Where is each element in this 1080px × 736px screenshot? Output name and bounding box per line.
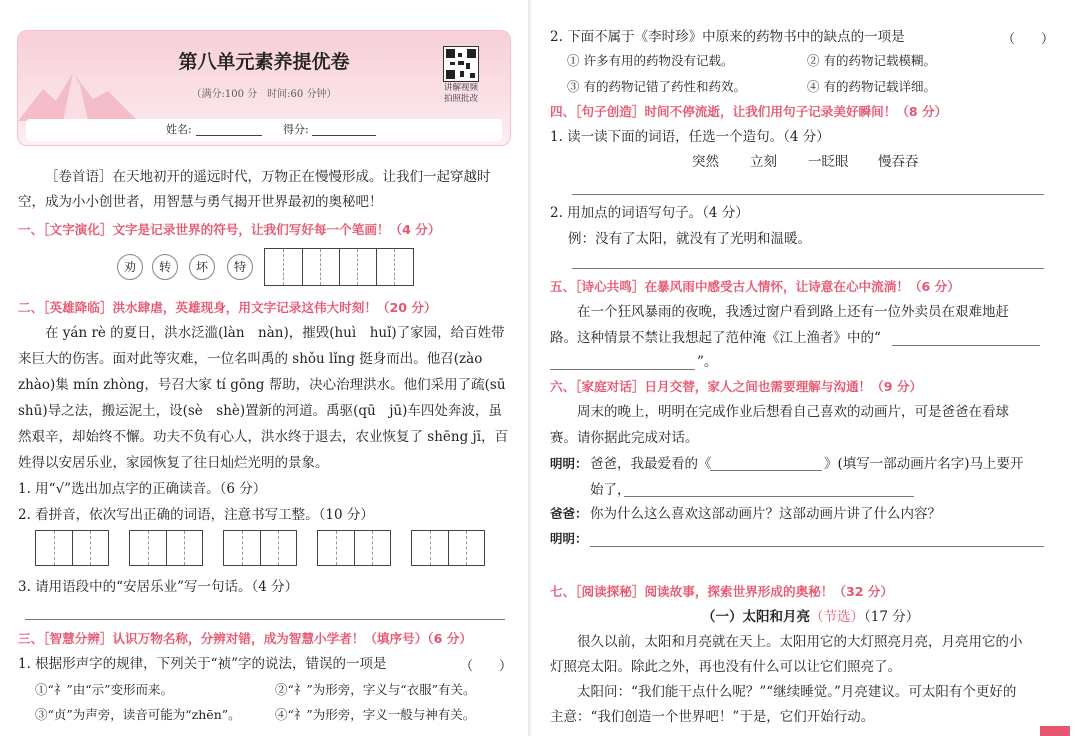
writing-grid[interactable] <box>264 248 414 286</box>
question-4-1: 1. 读一读下面的词语，任选一个造句。（4 分） <box>550 129 830 145</box>
passage-line: zhào)集 mín zhòng，号召大家 tí gōng 帮助，决心治理洪水。他们采用了疏(sū <box>18 377 506 393</box>
option: ① 许多有用的药物没有记载。 <box>567 53 734 68</box>
reading-line: 主意：“我们创造一个世界吧！”于是，它们开始行动。 <box>550 709 875 725</box>
char-circle: 特 <box>227 254 253 280</box>
reading-line: 太阳问：“我们能干点什么呢？”“继续睡觉。”月亮建议。可太阳有个更好的 <box>550 684 1017 700</box>
word-option: 突然 <box>692 154 719 170</box>
option: ③“贞”为声旁，读音可能为“zhēn”。 <box>35 707 241 722</box>
section-7-title: 七、［阅读探秘］阅读故事，探索世界形成的奥秘！（32 分） <box>550 584 894 599</box>
cartoon-name-field[interactable] <box>710 470 822 471</box>
char-circle: 转 <box>152 254 178 280</box>
answer-paren[interactable]: （ ） <box>1002 32 1055 47</box>
option: ④ 有的药物记载详细。 <box>807 79 936 94</box>
answer-grid[interactable] <box>411 530 485 566</box>
passage-line: 姓得以安居乐业，家园恢复了往日灿烂光明的景象。 <box>18 455 329 471</box>
word-option: 立刻 <box>750 154 777 170</box>
score-label: 得分: <box>283 123 309 136</box>
section-4-title: 四、［句子创造］时间不停流逝，让我们用句子记录美好瞬间！（8 分） <box>550 104 948 119</box>
char-circle: 坏 <box>189 254 215 280</box>
dialog-intro: 赛。请你据此完成对话。 <box>550 430 699 446</box>
poem-quote-end: ”。 <box>697 354 718 370</box>
section-3-title: 三、［智慧分辨］认识万物名称，分辨对错，成为智慧小学者！（填序号）（6 分） <box>18 631 472 646</box>
example-sentence: 例：没有了太阳，就没有了光明和温暖。 <box>568 231 811 247</box>
exam-subtitle: （满分:100 分 时间:60 分钟） <box>191 89 337 100</box>
section-6-title: 六、［家庭对话］日月交替，家人之间也需要理解与沟通！（9 分） <box>550 379 923 394</box>
passage-line: 来巨大的伤害。面对此等灾难，一位名叫禹的 shǒu lǐng 挺身而出。他召(zào <box>18 351 483 367</box>
reading-line: 灯照亮太阳。除此之外，再也没有什么可以让它们照亮了。 <box>550 659 901 675</box>
dialog-intro: 周末的晚上，明明在完成作业后想看自己喜欢的动画片，可是爸爸在看球 <box>550 404 1009 420</box>
question-3-1: 1. 根据形声字的规律，下列关于“祯”字的说法，错误的一项是 <box>18 656 387 672</box>
speaker-mingming: 明明： <box>550 531 588 546</box>
dialog-line: 始了， <box>590 482 631 498</box>
dialog-line: 你为什么这么喜欢这部动画片？这部动画片讲了什么内容？ <box>590 506 941 522</box>
question-2-2: 2. 看拼音，依次写出正确的词语，注意书写工整。（10 分） <box>18 507 374 523</box>
answer-line[interactable] <box>25 619 505 620</box>
dialog-line: 爸爸，我最爱看的《 <box>590 456 712 472</box>
qr-caption: 讲解视频 拍照批改 <box>443 83 478 104</box>
poem-answer-line[interactable] <box>892 345 1040 346</box>
left-page <box>0 0 532 736</box>
poem-answer-line[interactable] <box>550 369 695 370</box>
exam-title: 第八单元素养提优卷 <box>178 51 350 73</box>
word-option: 慢吞吞 <box>878 154 919 170</box>
answer-line[interactable] <box>624 496 914 497</box>
dialog-line: 》(填写一部动画片名字)马上要开 <box>824 456 1024 472</box>
question-2-3: 3. 请用语段中的“安居乐业”写一句话。（4 分） <box>18 579 299 595</box>
option: ③ 有的药物记错了药性和药效。 <box>567 79 746 94</box>
right-page <box>532 0 1080 736</box>
answer-line[interactable] <box>590 546 1044 547</box>
qr-code-icon[interactable] <box>443 46 479 82</box>
preface-line-1: ［卷首语］在天地初开的遥远时代，万物正在慢慢形成。让我们一起穿越时 <box>45 169 491 185</box>
section-1-title: 一、［文字演化］文字是记录世界的符号，让我们写好每一个笔画！（4 分） <box>18 222 441 237</box>
option: ①“礻”由“示”变形而来。 <box>35 682 174 697</box>
answer-line[interactable] <box>572 194 1044 195</box>
answer-grid[interactable] <box>317 530 391 566</box>
question-4-2: 2. 用加点的词语写句子。（4 分） <box>550 205 749 221</box>
exam-header <box>17 30 511 146</box>
passage-line: 在 yán rè 的夏日，洪水泛滥(làn nàn)，摧毁(huì huǐ)了家园，给百姓带 <box>18 325 505 341</box>
option: ②“礻”为形旁，字义与“衣服”有关。 <box>275 682 476 697</box>
passage-line: shū)导之法，搬运泥土，设(sè shè)置新的河道。禹驱(qū jū)车四处奔波，虽 <box>18 403 502 419</box>
answer-line[interactable] <box>572 268 1044 269</box>
reading-line: 很久以前，太阳和月亮就在天上。太阳用它的大灯照亮月亮，月亮用它的小 <box>550 634 1023 650</box>
poem-passage-line: 在一个狂风暴雨的夜晚，我透过窗户看到路上还有一位外卖员在艰难地赶 <box>550 304 1009 320</box>
section-2-title: 二、［英雄降临］洪水肆虐，英雄现身，用文字记录这伟大时刻！（20 分） <box>18 300 437 315</box>
char-circle: 劝 <box>117 254 143 280</box>
option: ② 有的药物记载模糊。 <box>807 53 936 68</box>
speaker-dad: 爸爸： <box>550 506 588 521</box>
poem-passage-line: 路。这种情景不禁让我想起了范仲淹《江上渔者》中的“ <box>550 330 881 346</box>
question-2-1: 1. 用“√”选出加点字的正确读音。（6 分） <box>18 481 267 497</box>
option: ④“礻”为形旁，字义一般与神有关。 <box>275 707 476 722</box>
name-label: 姓名: <box>166 123 192 136</box>
answer-grid[interactable] <box>129 530 203 566</box>
page-corner-tab <box>1040 726 1070 736</box>
speaker-mingming: 明明： <box>550 456 588 471</box>
passage-line: 然艰辛，却始终不懈。功夫不负有心人，洪水终于退去，农业恢复了 shēng jī，百 <box>18 429 509 445</box>
score-field[interactable] <box>312 135 376 136</box>
word-option: 一眨眼 <box>808 154 849 170</box>
name-score-bar <box>26 119 502 141</box>
reading-subtitle: （一）太阳和月亮（节选）（17 分） <box>702 609 920 625</box>
answer-paren[interactable]: （ ） <box>460 659 513 674</box>
answer-grid[interactable] <box>223 530 297 566</box>
answer-grid[interactable] <box>35 530 109 566</box>
name-field[interactable] <box>196 135 262 136</box>
section-5-title: 五、［诗心共鸣］在暴风雨中感受古人情怀，让诗意在心中流淌！（6 分） <box>550 279 960 294</box>
question-3-2: 2. 下面不属于《李时珍》中原来的药物书中的缺点的一项是 <box>550 29 905 45</box>
preface-line-2: 空，成为小小创世者，用智慧与勇气揭开世界最初的奥秘吧！ <box>18 194 383 210</box>
